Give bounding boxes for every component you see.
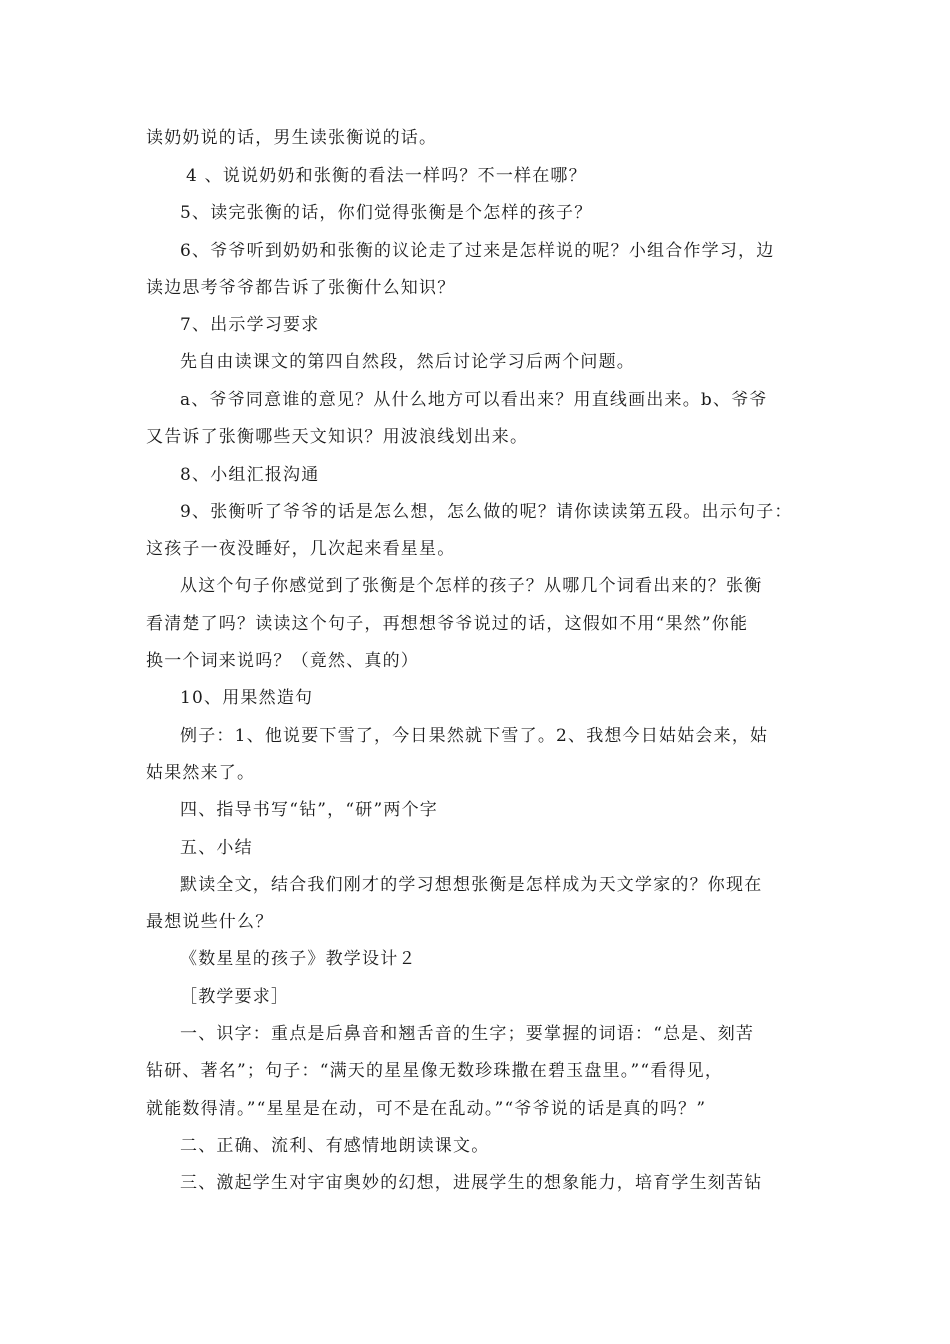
text-line: 这孩子一夜没睡好，几次起来看星星。 — [146, 539, 456, 559]
text-line: 8、小组汇报沟通 — [180, 465, 320, 485]
text-line: 最想说些什么？ — [146, 912, 274, 932]
text-line: 从这个句子你感觉到了张衡是个怎样的孩子？从哪几个词看出来的？张衡 — [180, 576, 763, 596]
text-line: 姑果然来了。 — [146, 763, 256, 783]
text-line: 又告诉了张衡哪些天文知识？用波浪线划出来。 — [146, 427, 529, 447]
text-line: 四、指导书写“钻”，“研”两个字 — [180, 800, 438, 820]
text-line: 钻研、著名”；句子：“满天的星星像无数珍珠撒在碧玉盘里。”“看得见， — [146, 1061, 724, 1081]
section-title: 《数星星的孩子》教学设计２ — [180, 949, 417, 969]
text-line: 读边思考爷爷都告诉了张衡什么知识？ — [146, 278, 456, 298]
text-line: 6、爷爷听到奶奶和张衡的议论走了过来是怎样说的呢？小组合作学习，边 — [180, 241, 775, 261]
text-line: 4 、说说奶奶和张衡的看法一样吗？不一样在哪？ — [186, 166, 587, 186]
text-line: 三、激起学生对宇宙奥妙的幻想，进展学生的想象能力，培育学生刻苦钻 — [180, 1173, 763, 1193]
text-line: 五、小结 — [180, 838, 253, 858]
text-line: 10、用果然造句 — [180, 688, 314, 708]
text-line: 先自由读课文的第四自然段，然后讨论学习后两个问题。 — [180, 352, 635, 372]
text-line: 读奶奶说的话，男生读张衡说的话。 — [146, 128, 438, 148]
text-line: 看清楚了吗？读读这个句子，再想想爷爷说过的话，这假如不用“果然”你能 — [146, 614, 749, 634]
text-line: 换一个词来说吗？（竟然、真的） — [146, 651, 419, 671]
text-line: a、爷爷同意谁的意见？从什么地方可以看出来？用直线画出来。b、爷爷 — [180, 390, 768, 410]
text-line: 例子：1、他说要下雪了，今日果然就下雪了。2、我想今日姑姑会来，姑 — [180, 726, 769, 746]
text-line: 默读全文，结合我们刚才的学习想想张衡是怎样成为天文学家的？你现在 — [180, 875, 763, 895]
text-line: 9、张衡听了爷爷的话是怎么想，怎么做的呢？请你读读第五段。出示句子： — [180, 502, 793, 522]
text-line: 7、出示学习要求 — [180, 315, 320, 335]
text-line: 二、正确、流利、有感情地朗读课文。 — [180, 1136, 490, 1156]
text-line: 一、识字：重点是后鼻音和翘舌音的生字；要掌握的词语：“总是、刻苦 — [180, 1024, 755, 1044]
text-line: 5、读完张衡的话，你们觉得张衡是个怎样的孩子？ — [180, 203, 593, 223]
text-line: 就能数得清。”“星星是在动，可不是在乱动。”“爷爷说的话是真的吗？” — [146, 1099, 707, 1119]
section-heading: ［教学要求］ — [180, 987, 290, 1007]
